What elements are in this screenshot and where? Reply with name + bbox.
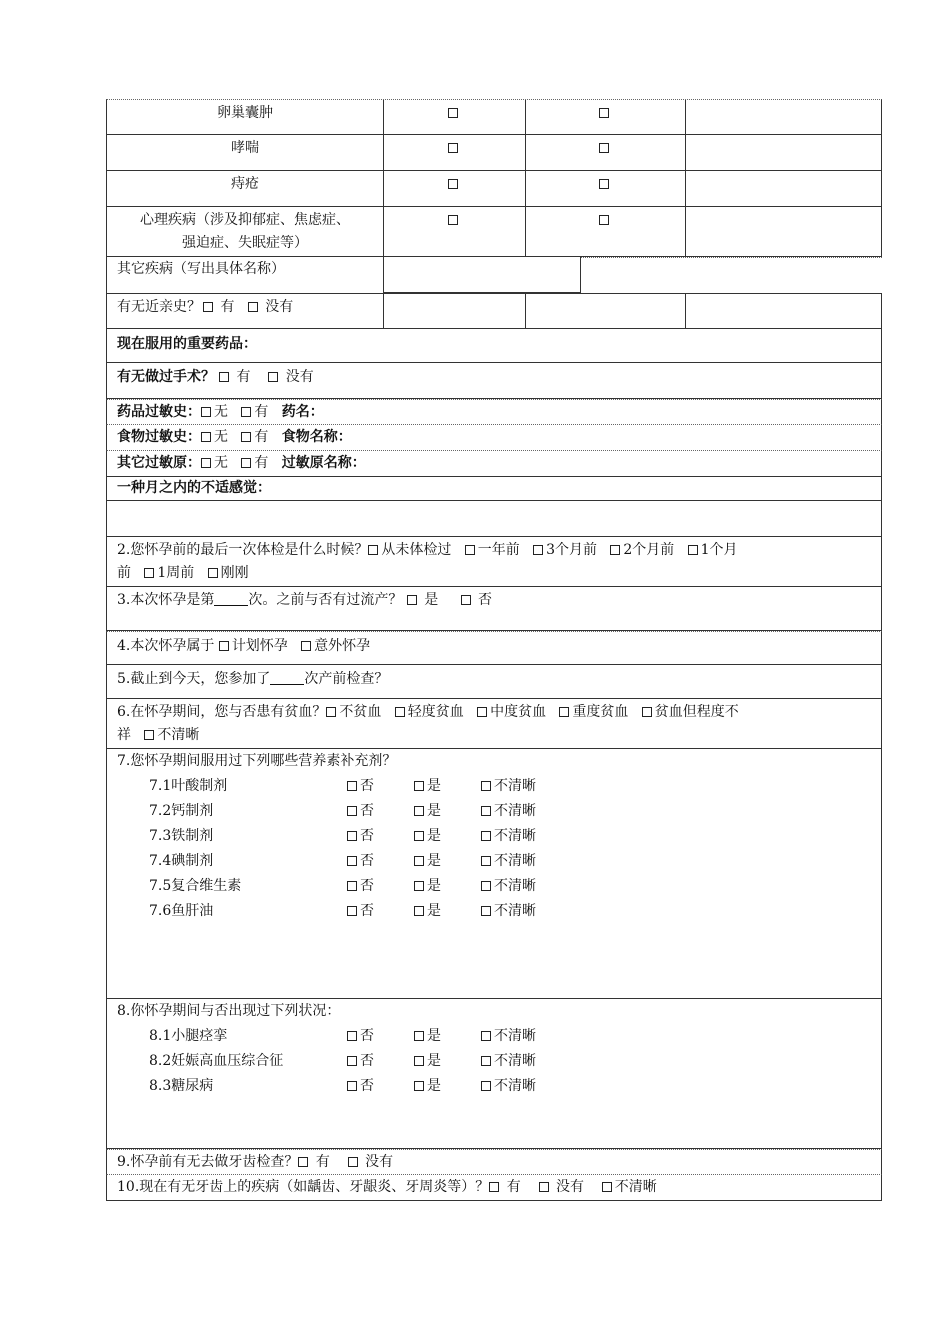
allergy-yes-label: 有: [254, 429, 269, 445]
disease-row: [106, 207, 882, 257]
disease-name: 哮喘: [231, 140, 259, 156]
disease-name: 卵巢囊肿: [217, 105, 273, 121]
q7-item-label: 7.1叶酸制剂: [149, 778, 228, 794]
allergy-no-checkbox[interactable]: [201, 432, 211, 442]
q5-text-b: 次产前检查？: [304, 671, 389, 687]
q7-item: [107, 851, 881, 871]
medication-label: 现在服用的重要药品：: [117, 336, 257, 352]
allergy-label: 其它过敏原：: [117, 455, 201, 471]
no-checkbox[interactable]: [347, 906, 357, 916]
allergy-yes-checkbox[interactable]: [241, 458, 251, 468]
no-label: 否: [360, 778, 374, 794]
disease-name: 痔疮: [231, 176, 259, 192]
q7-item: [107, 901, 881, 921]
q7-item-label: 7.5复合维生素: [149, 878, 242, 894]
fill-cell[interactable]: [685, 100, 881, 134]
checkbox[interactable]: [448, 215, 458, 225]
unclear-checkbox[interactable]: [481, 1081, 491, 1091]
q7-item-label: 7.6鱼肝油: [149, 903, 214, 919]
q7-item: [107, 826, 881, 846]
unclear-checkbox[interactable]: [481, 1031, 491, 1041]
q6-option-label: 重度贫血: [572, 704, 629, 720]
consanguinity-no-label: 没有: [265, 299, 294, 315]
no-label: 否: [360, 903, 374, 919]
unclear-label: 不清晰: [494, 803, 536, 819]
yes-label: 是: [427, 903, 441, 919]
q2-option-checkbox[interactable]: [208, 568, 218, 578]
health-questionnaire-table: [106, 99, 882, 1201]
unclear-checkbox[interactable]: [481, 906, 491, 916]
q7-item: [107, 801, 881, 821]
q6-option-label: 贫血但程度不: [654, 704, 739, 720]
unclear-label: 不清晰: [494, 1078, 536, 1094]
no-checkbox[interactable]: [347, 781, 357, 791]
q5-text-a: 5.截止到今天，您参加了: [117, 671, 271, 687]
q6-option-label: 轻度贫血: [407, 704, 464, 720]
q2-option-label: 2个月前: [623, 542, 675, 558]
q7-item-label: 7.3铁制剂: [149, 828, 214, 844]
food-allergy-row: [106, 425, 882, 451]
no-label: 否: [360, 828, 374, 844]
q10-yes-label: 有: [506, 1179, 521, 1195]
q2-option-label: 一年前: [477, 542, 520, 558]
consanguinity-row: [106, 293, 882, 329]
yes-checkbox[interactable]: [414, 881, 424, 891]
q7-item-label: 7.4碘制剂: [149, 853, 214, 869]
yes-checkbox[interactable]: [414, 781, 424, 791]
disease-row: [106, 135, 882, 171]
allergy-name-label: 药名：: [281, 404, 324, 420]
no-label: 否: [360, 1028, 374, 1044]
allergy-name-label: 过敏原名称：: [281, 455, 366, 471]
no-checkbox[interactable]: [347, 856, 357, 866]
checkbox[interactable]: [448, 108, 458, 118]
checkbox[interactable]: [599, 179, 609, 189]
q8-item: [107, 1026, 881, 1046]
no-checkbox[interactable]: [347, 831, 357, 841]
q7-item: [107, 776, 881, 796]
q2-line2-prefix: 前: [117, 565, 131, 581]
disease-name-line1: 心理疾病（涉及抑郁症、焦虑症、: [140, 212, 350, 228]
q10-row: [106, 1175, 882, 1201]
surgery-label: 有无做过手术？: [117, 369, 215, 385]
unclear-label: 不清晰: [494, 778, 536, 794]
q10-no-label: 没有: [555, 1179, 584, 1195]
q3-yes-label: 是: [424, 592, 439, 608]
no-label: 否: [360, 878, 374, 894]
q2-option-label: 3个月前: [546, 542, 597, 558]
q9-no-label: 没有: [365, 1154, 394, 1170]
yes-checkbox[interactable]: [414, 1056, 424, 1066]
allergy-label: 药品过敏史：: [117, 404, 201, 420]
surgery-yes-checkbox[interactable]: [219, 372, 229, 382]
q3-yes-checkbox[interactable]: [407, 595, 417, 605]
q6-row: [106, 699, 882, 749]
q4-planned-label: 计划怀孕: [231, 638, 288, 654]
unclear-checkbox[interactable]: [481, 831, 491, 841]
yes-label: 是: [427, 1028, 441, 1044]
surgery-row: [106, 363, 882, 399]
q8-item: [107, 1076, 881, 1096]
yes-checkbox[interactable]: [414, 1031, 424, 1041]
fill-cell[interactable]: [383, 294, 525, 328]
q6-option-label: 不清晰: [157, 727, 200, 743]
q8-text: 8.你怀孕期间与否出现过下列状况：: [117, 1003, 341, 1019]
checkbox[interactable]: [599, 143, 609, 153]
surgery-no-checkbox[interactable]: [268, 372, 278, 382]
q5-row: [106, 665, 882, 699]
discomfort-input[interactable]: [106, 501, 882, 537]
q9-yes-label: 有: [315, 1154, 330, 1170]
fill-cell[interactable]: [685, 294, 881, 328]
allergy-yes-label: 有: [254, 455, 269, 471]
q6-option-checkbox[interactable]: [477, 707, 487, 717]
q2-option-label: 1个月: [700, 542, 738, 558]
q4-text: 4.本次怀孕属于: [117, 638, 215, 654]
unclear-label: 不清晰: [494, 878, 536, 894]
q2-text: 2.您怀孕前的最后一次体检是什么时候？: [117, 542, 369, 558]
discomfort-label: 一种月之内的不适感觉：: [117, 480, 271, 496]
q9-yes-checkbox[interactable]: [298, 1157, 308, 1167]
q4-row: [106, 631, 882, 665]
checkbox[interactable]: [448, 179, 458, 189]
yes-label: 是: [427, 853, 441, 869]
q8-item-label: 8.2妊娠高血压综合征: [149, 1053, 284, 1069]
consanguinity-yes-label: 有: [220, 299, 235, 315]
q4-unplanned-label: 意外怀孕: [314, 638, 371, 654]
q6-option-checkbox[interactable]: [144, 730, 154, 740]
q8-item-label: 8.3糖尿病: [149, 1078, 214, 1094]
other-disease-row: [106, 257, 882, 293]
q6-option-checkbox[interactable]: [326, 707, 336, 717]
consanguinity-yes-checkbox[interactable]: [203, 302, 213, 312]
q9-text: 9.怀孕前有无去做牙齿检查？: [117, 1154, 299, 1170]
allergy-no-checkbox[interactable]: [201, 458, 211, 468]
fill-cell[interactable]: [525, 294, 685, 328]
no-checkbox[interactable]: [347, 806, 357, 816]
q2-option-checkbox[interactable]: [144, 568, 154, 578]
q8-item-label: 8.1小腿痉挛: [149, 1028, 228, 1044]
q2-option-checkbox[interactable]: [533, 545, 543, 555]
q3-count-blank[interactable]: [214, 591, 248, 606]
yes-checkbox[interactable]: [414, 831, 424, 841]
q10-unclear-checkbox[interactable]: [602, 1182, 612, 1192]
unclear-checkbox[interactable]: [481, 881, 491, 891]
no-checkbox[interactable]: [347, 1056, 357, 1066]
q5-count-blank[interactable]: [270, 670, 304, 685]
q6-option-checkbox[interactable]: [642, 707, 652, 717]
q7-text: 7.您怀孕期间服用过下列哪些营养素补充剂？: [117, 753, 397, 769]
no-checkbox[interactable]: [347, 1031, 357, 1041]
q10-no-checkbox[interactable]: [539, 1182, 549, 1192]
q3-no-label: 否: [477, 592, 492, 608]
fill-cell[interactable]: [685, 135, 881, 170]
q3-row: [106, 587, 882, 631]
unclear-checkbox[interactable]: [481, 856, 491, 866]
q3-text-b: 次。之前与否有过流产？: [248, 592, 403, 608]
yes-label: 是: [427, 878, 441, 894]
yes-label: 是: [427, 1053, 441, 1069]
no-label: 否: [360, 1078, 374, 1094]
checkbox[interactable]: [599, 215, 609, 225]
q10-unclear-label: 不清晰: [614, 1179, 657, 1195]
allergy-yes-label: 有: [254, 404, 269, 420]
checkbox[interactable]: [448, 143, 458, 153]
no-label: 否: [360, 853, 374, 869]
q2-option-label: 刚刚: [220, 565, 249, 581]
q8-item: [107, 1051, 881, 1071]
q3-no-checkbox[interactable]: [461, 595, 471, 605]
medication-row: [106, 329, 882, 363]
q4-unplanned-checkbox[interactable]: [301, 641, 311, 651]
unclear-label: 不清晰: [494, 1053, 536, 1069]
allergy-yes-checkbox[interactable]: [241, 407, 251, 417]
yes-checkbox[interactable]: [414, 806, 424, 816]
consanguinity-no-checkbox[interactable]: [248, 302, 258, 312]
yes-label: 是: [427, 778, 441, 794]
unclear-label: 不清晰: [494, 1028, 536, 1044]
yes-checkbox[interactable]: [414, 906, 424, 916]
allergy-no-label: 无: [214, 429, 228, 445]
allergy-yes-checkbox[interactable]: [241, 432, 251, 442]
q9-no-checkbox[interactable]: [348, 1157, 358, 1167]
q8-row: [106, 999, 882, 1149]
surgery-no-label: 没有: [285, 369, 314, 385]
drug-allergy-row: [106, 399, 882, 425]
no-checkbox[interactable]: [347, 881, 357, 891]
other-disease-label: 其它疾病（写出具体名称）: [117, 261, 285, 277]
fill-cell[interactable]: [685, 207, 881, 256]
yes-label: 是: [427, 828, 441, 844]
yes-label: 是: [427, 1078, 441, 1094]
q2-option-checkbox[interactable]: [368, 545, 378, 555]
q2-row: [106, 537, 882, 587]
q6-option-checkbox[interactable]: [559, 707, 569, 717]
q2-option-checkbox[interactable]: [610, 545, 620, 555]
unclear-label: 不清晰: [494, 853, 536, 869]
surgery-yes-label: 有: [236, 369, 251, 385]
q3-text-a: 3.本次怀孕是第: [117, 592, 215, 608]
q6-option-label: 中度贫血: [490, 704, 547, 720]
checkbox[interactable]: [599, 108, 609, 118]
yes-label: 是: [427, 803, 441, 819]
q6-text: 6.在怀孕期间，您与否患有贫血？: [117, 704, 327, 720]
allergy-no-checkbox[interactable]: [201, 407, 211, 417]
consanguinity-label: 有无近亲史？: [117, 299, 201, 315]
unclear-checkbox[interactable]: [481, 1056, 491, 1066]
q9-row: [106, 1149, 882, 1175]
q7-row: [106, 749, 882, 999]
unclear-label: 不清晰: [494, 903, 536, 919]
disease-row: [106, 171, 882, 207]
q2-option-checkbox[interactable]: [465, 545, 475, 555]
q2-option-label: 1周前: [157, 565, 195, 581]
no-label: 否: [360, 803, 374, 819]
q6-option-checkbox[interactable]: [395, 707, 405, 717]
allergy-label: 食物过敏史：: [117, 429, 201, 445]
fill-cell[interactable]: [685, 171, 881, 206]
q6-option-label: 不贫血: [339, 704, 382, 720]
q6-line2-prefix: 祥: [117, 727, 131, 743]
disease-name-line2: 强迫症、失眠症等）: [182, 235, 308, 251]
other-allergy-row: [106, 451, 882, 477]
q7-item: [107, 876, 881, 896]
yes-checkbox[interactable]: [414, 856, 424, 866]
q10-yes-checkbox[interactable]: [489, 1182, 499, 1192]
disease-row: [106, 99, 882, 135]
discomfort-row: [106, 477, 882, 501]
no-label: 否: [360, 1053, 374, 1069]
yes-checkbox[interactable]: [414, 1081, 424, 1091]
unclear-label: 不清晰: [494, 828, 536, 844]
other-disease-input[interactable]: [383, 257, 581, 293]
q2-option-checkbox[interactable]: [688, 545, 698, 555]
allergy-name-label: 食物名称：: [281, 429, 352, 445]
unclear-checkbox[interactable]: [481, 781, 491, 791]
no-checkbox[interactable]: [347, 1081, 357, 1091]
unclear-checkbox[interactable]: [481, 806, 491, 816]
allergy-no-label: 无: [214, 404, 228, 420]
q4-planned-checkbox[interactable]: [219, 641, 229, 651]
allergy-no-label: 无: [214, 455, 228, 471]
q2-option-label: 从未体检过: [381, 542, 452, 558]
q10-text: 10.现在有无牙齿上的疾病（如龋齿、牙龈炎、牙周炎等）？: [117, 1179, 490, 1195]
q7-item-label: 7.2钙制剂: [149, 803, 214, 819]
